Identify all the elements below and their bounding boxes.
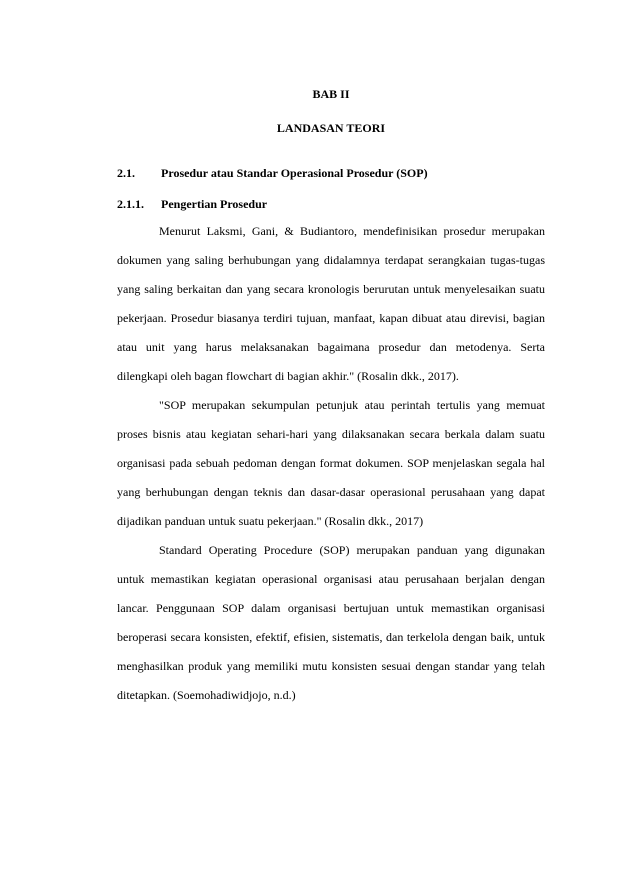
paragraph: Menurut Laksmi, Gani, & Budiantoro, mendefinisikan prosedur merupakan dokumen yang saling berhubungan yang didalamnya terdapat serangkaian tugas-tugas yang saling berkaitan dan yang secara kronologis berurutan untuk menyelesaikan suatu pekerjaan. Prosedur biasanya terdiri tujuan, manfaat, kapan dibuat atau direvisi, bagian atau unit yang harus melaksanakan bagaimana prosedur dan metodenya. Serta dilengkapi oleh bagan flowchart di bagian akhir." (Rosalin dkk., 2017). xyxy=(117,224,545,383)
paragraph: "SOP merupakan sekumpulan petunjuk atau perintah tertulis yang memuat proses bisnis atau kegiatan sehari-hari yang dilaksanakan secara berkala dalam suatu organisasi pada sebuah pedoman dengan format dokumen. SOP menjelaskan segala hal yang berhubungan dengan teknis dan dasar-dasar operasional perusahaan yang dapat dijadikan panduan untuk suatu pekerjaan." (Rosalin dkk., 2017) xyxy=(117,398,545,528)
chapter-number: BAB II xyxy=(312,87,350,101)
section-heading xyxy=(117,166,428,181)
subsection-title: Pengertian Prosedur xyxy=(161,197,268,211)
subsection-number: 2.1.1. xyxy=(117,197,144,211)
section-title: Prosedur atau Standar Operasional Prosedur (SOP) xyxy=(161,166,428,180)
chapter-title: LANDASAN TEORI xyxy=(276,121,386,135)
paragraph: Standard Operating Procedure (SOP) merupakan panduan yang digunakan untuk memastikan kegiatan operasional organisasi atau perusahaan berjalan dengan lancar. Penggunaan SOP dalam organisasi bertujuan untuk memastikan organisasi beroperasi secara konsisten, efektif, efisien, sistematis, dan terkelola dengan baik, untuk menghasilkan produk yang memiliki mutu konsisten sesuai dengan standar yang telah ditetapkan. (Soemohadiwidjojo, n.d.) xyxy=(117,543,545,702)
subsection-heading xyxy=(117,197,267,212)
section-number: 2.1. xyxy=(117,166,135,180)
body-text xyxy=(117,217,545,710)
